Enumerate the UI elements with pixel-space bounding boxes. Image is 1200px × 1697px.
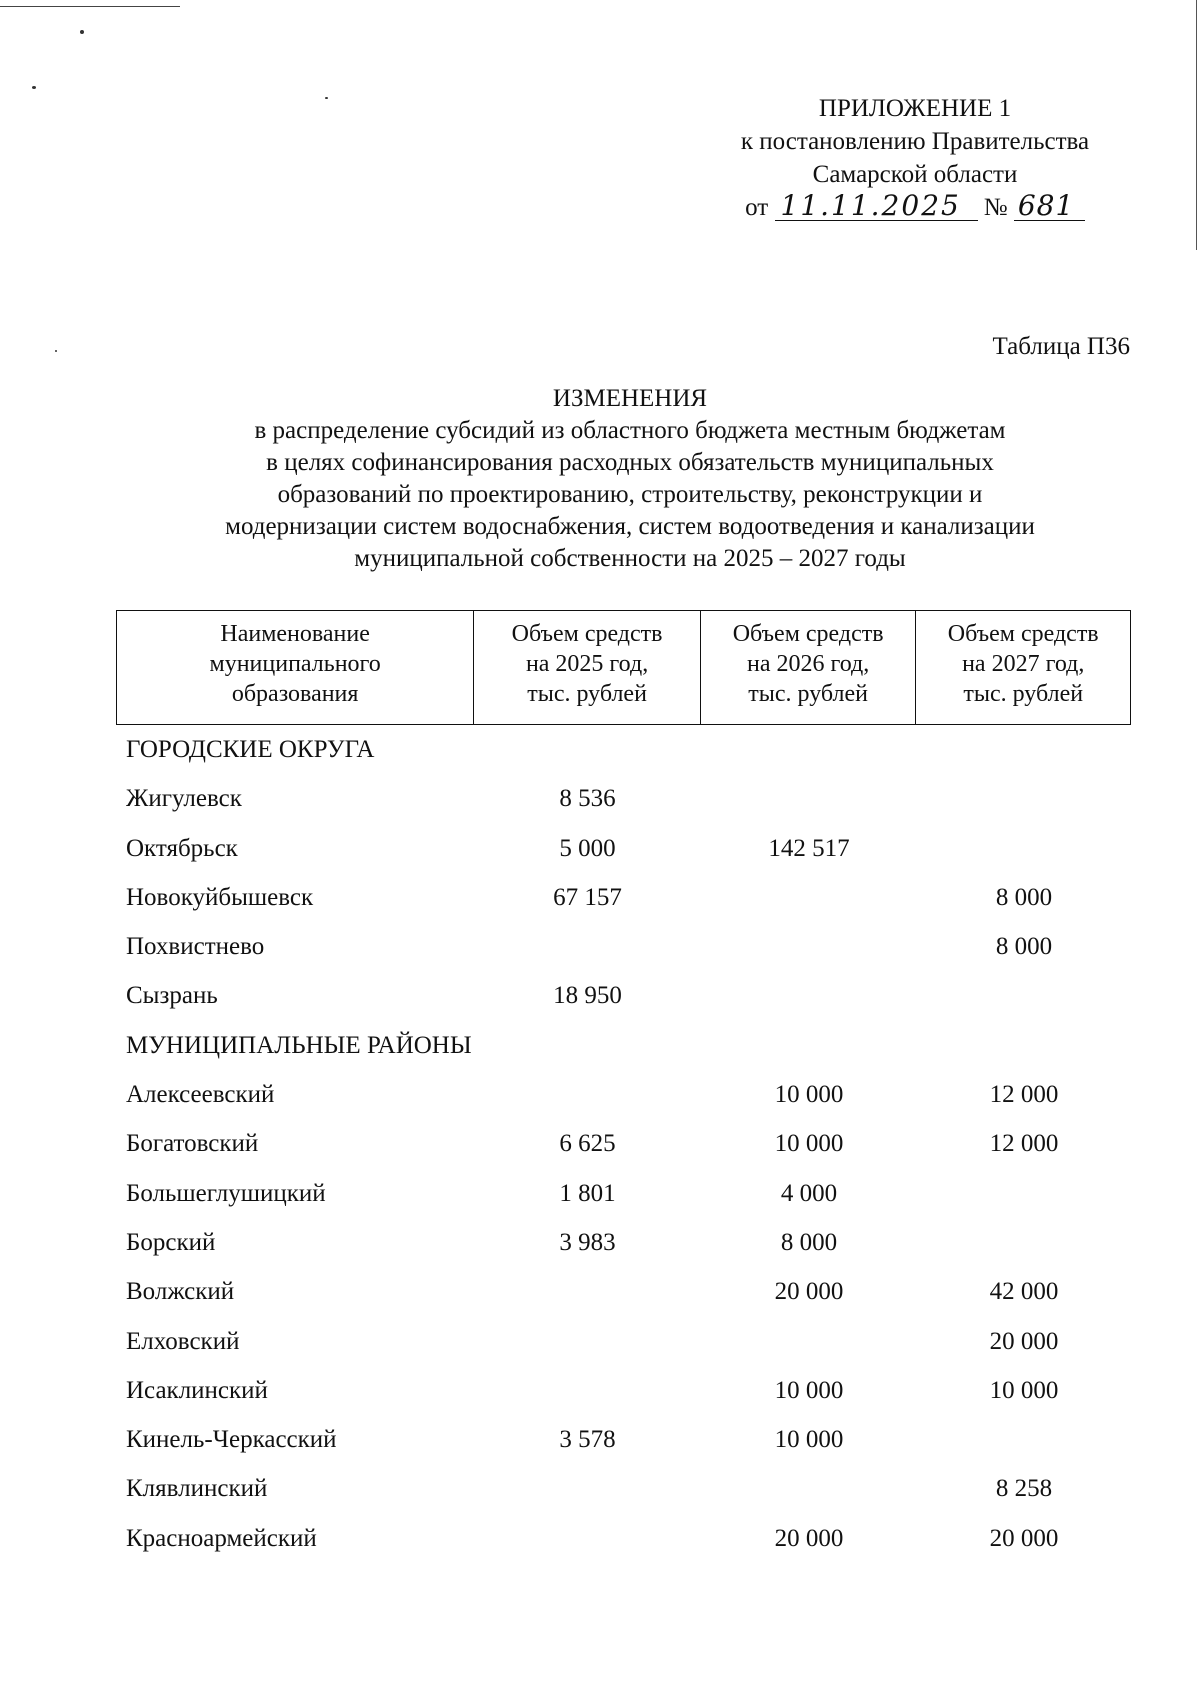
municipality-name: Большеглушицкий [126, 1179, 326, 1207]
table-row [116, 775, 1131, 824]
table-row [116, 1515, 1131, 1564]
table-row [116, 825, 1131, 874]
municipality-name: Похвистнево [126, 933, 265, 961]
value-2027: 10 000 [989, 1376, 1059, 1404]
scan-speck [55, 350, 57, 352]
header-cell-municipality: Наименование муниципального образования [117, 611, 474, 724]
table-row [116, 972, 1131, 1021]
municipality-name: Красноармейский [126, 1524, 317, 1552]
appendix-block [690, 92, 1140, 224]
header-cell-2026: Объем средств на 2026 год, тыс. рублей [701, 611, 917, 724]
municipality-name: Борский [126, 1228, 216, 1256]
title-line: образований по проектированию, строительству, реконструкции и [277, 481, 983, 508]
section-header-row [116, 726, 1131, 775]
table-row [116, 1120, 1131, 1169]
value-2026: 10 000 [774, 1081, 844, 1109]
municipality-name: Кинель-Черкасский [126, 1426, 337, 1454]
table-code: Таблица П36 [992, 333, 1130, 360]
municipality-name: Алексеевский [126, 1081, 275, 1109]
header-cell-2025: Объем средств на 2025 год, тыс. рублей [474, 611, 701, 724]
title-line: модернизации систем водоснабжения, систем водоотведения и канализации [225, 513, 1035, 540]
header-cell-2027: Объем средств на 2027 год, тыс. рублей [947, 621, 1099, 707]
value-2026: 4 000 [780, 1179, 838, 1207]
appendix-date-row [690, 191, 1140, 224]
value-2027: 8 258 [995, 1475, 1053, 1503]
municipality-name: Новокуйбышевск [126, 883, 314, 911]
table-row [116, 1219, 1131, 1268]
number-prefix: № [983, 194, 1008, 221]
title-line: в распределение субсидий из областного бюджета местным бюджетам [254, 417, 1006, 444]
table-row [116, 1416, 1131, 1465]
value-2025: 6 625 [559, 1130, 616, 1158]
scan-edge-top [0, 6, 180, 7]
table-row [116, 1268, 1131, 1317]
value-2026: 20 000 [774, 1278, 844, 1306]
value-2025: 3 983 [559, 1228, 616, 1256]
value-2025: 67 157 [553, 883, 622, 911]
scan-speck [325, 97, 328, 99]
handwritten-number: 681 [1014, 192, 1085, 221]
municipality-name: Богатовский [126, 1130, 259, 1158]
value-2025: 8 536 [559, 785, 616, 813]
municipality-name: Волжский [126, 1278, 235, 1306]
date-prefix: от [745, 194, 769, 221]
table-row [116, 1367, 1131, 1416]
municipality-name: Елховский [126, 1327, 240, 1355]
value-2027: 8 000 [995, 933, 1053, 961]
title-line: муниципальной собственности на 2025 – 2027 годы [354, 545, 906, 572]
value-2025: 3 578 [559, 1426, 616, 1454]
value-2027: 12 000 [989, 1081, 1059, 1109]
scan-speck [32, 86, 36, 89]
municipality-name: Сызрань [126, 982, 218, 1010]
value-2026: 142 517 [768, 834, 850, 862]
handwritten-date: 11.11.2025 [775, 192, 978, 221]
scan-speck [80, 30, 84, 34]
document-title [130, 383, 1130, 575]
value-2027: 20 000 [989, 1524, 1059, 1552]
value-2027: 8 000 [995, 883, 1053, 911]
table-row [116, 1071, 1131, 1120]
table-row [116, 874, 1131, 923]
title-heading: ИЗМЕНЕНИЯ [552, 385, 708, 412]
title-line: в целях софинансирования расходных обязательств муниципальных [266, 449, 994, 476]
municipality-name: Октябрьск [126, 834, 238, 862]
table-row [116, 1465, 1131, 1514]
table-header [116, 610, 1131, 725]
table-row [116, 1318, 1131, 1367]
appendix-line-2: к постановлению Правительства [740, 128, 1090, 155]
appendix-line-3: Самарской области [812, 161, 1018, 188]
value-2025: 18 950 [553, 982, 622, 1010]
appendix-title: ПРИЛОЖЕНИЕ 1 [818, 95, 1012, 122]
municipality-name: Жигулевск [126, 785, 242, 813]
value-2026: 10 000 [774, 1130, 844, 1158]
value-2026: 10 000 [774, 1426, 844, 1454]
value-2027: 12 000 [989, 1130, 1059, 1158]
section-header-row [116, 1022, 1131, 1071]
value-2026: 8 000 [780, 1228, 838, 1256]
table-row [116, 1170, 1131, 1219]
value-2027: 42 000 [989, 1278, 1059, 1306]
section-title: ГОРОДСКИЕ ОКРУГА [126, 736, 375, 763]
table-row [116, 923, 1131, 972]
value-2025: 1 801 [559, 1179, 616, 1207]
table-body [116, 726, 1131, 1564]
municipality-name: Клявлинский [126, 1475, 268, 1503]
section-title: МУНИЦИПАЛЬНЫЕ РАЙОНЫ [126, 1031, 472, 1059]
municipality-name: Исаклинский [126, 1376, 268, 1404]
value-2027: 20 000 [989, 1327, 1059, 1355]
value-2025: 5 000 [559, 834, 616, 862]
scan-edge-right [1196, 0, 1197, 250]
value-2026: 10 000 [774, 1376, 844, 1404]
value-2026: 20 000 [774, 1524, 844, 1552]
